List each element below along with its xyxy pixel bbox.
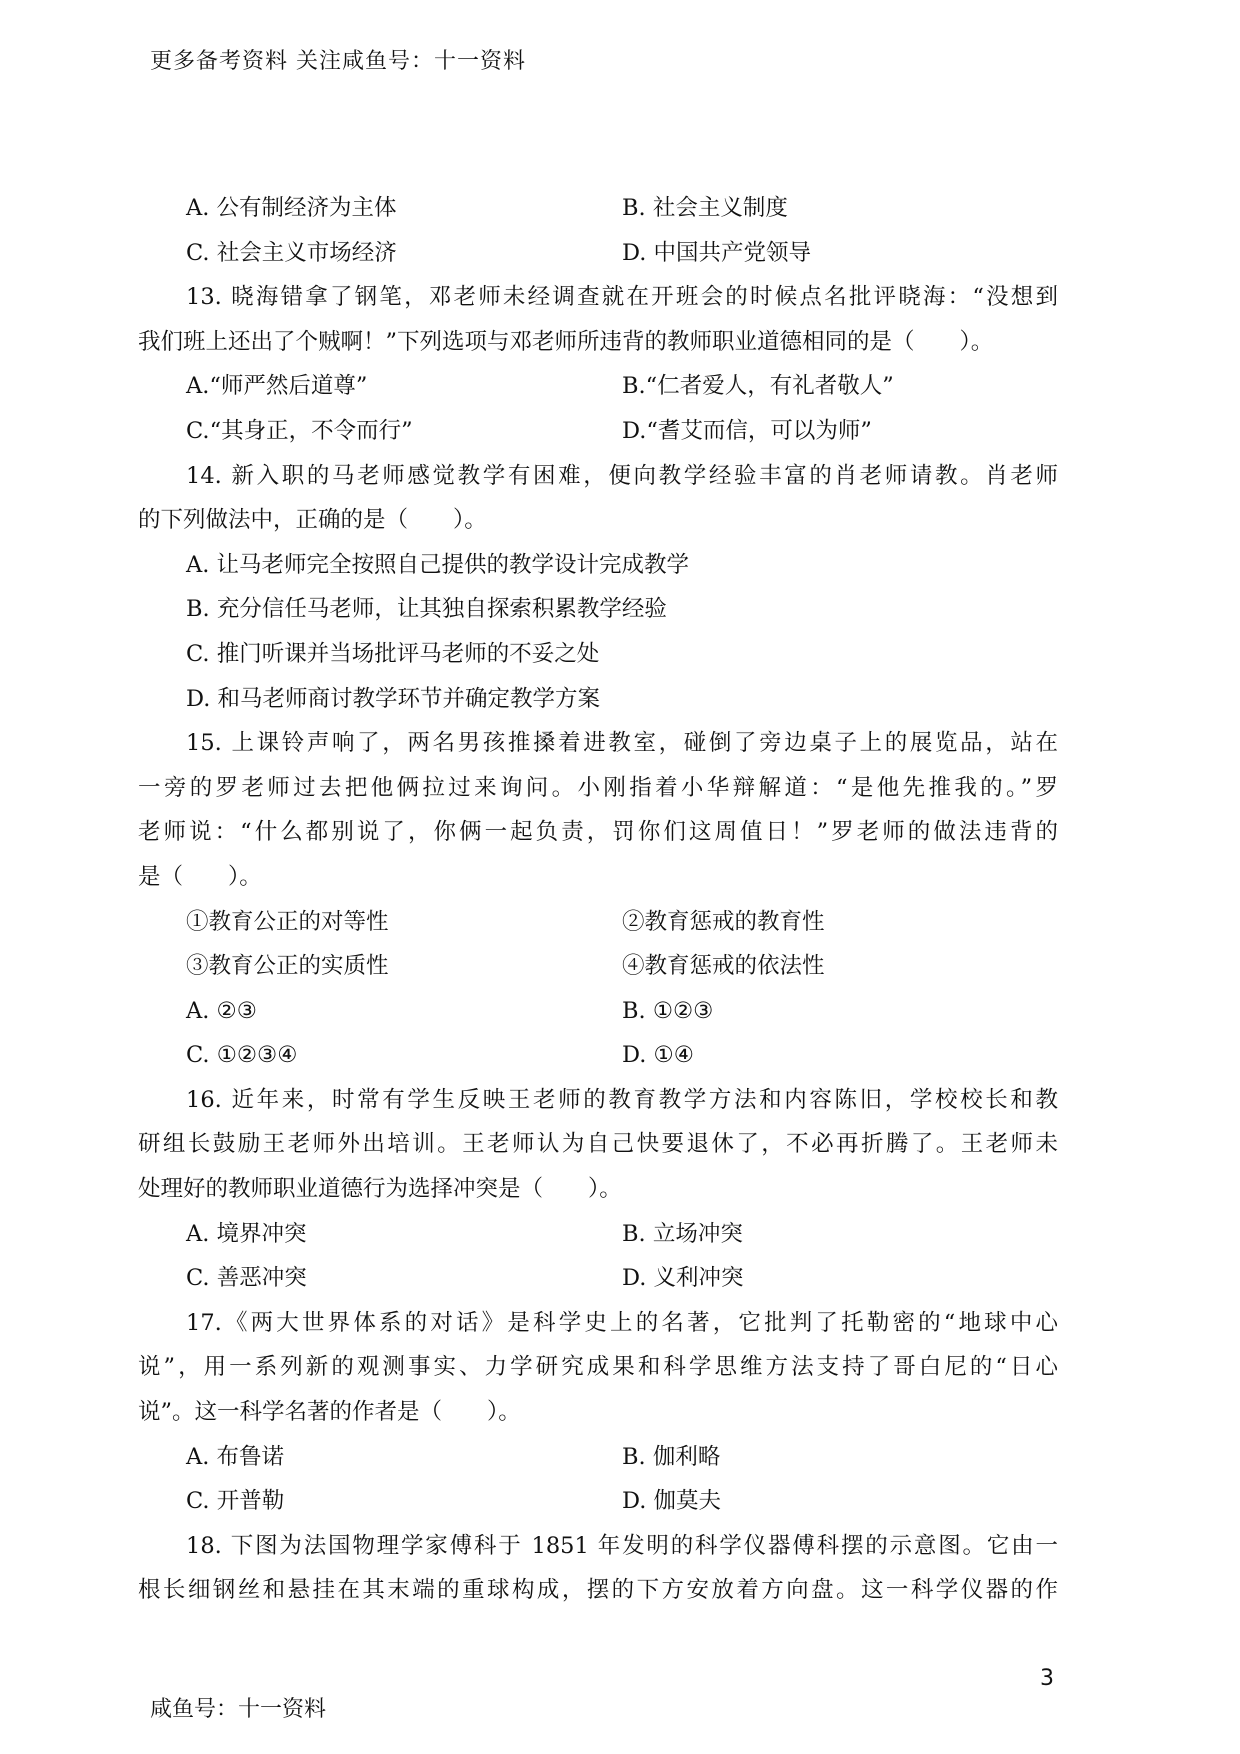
- options-row: [138, 1435, 1058, 1480]
- option-c: C. 开普勒: [186, 1488, 285, 1515]
- option-d: D. 中国共产党领导: [622, 239, 812, 266]
- option-c: C. 推门听课并当场批评马老师的不妥之处: [186, 640, 600, 667]
- option-a: A. ②③: [186, 997, 257, 1024]
- statements-row: [138, 944, 1058, 989]
- options-row: [138, 1256, 1058, 1301]
- option-d: D.“耆艾而信，可以为师”: [622, 417, 872, 444]
- option-c: C. 社会主义市场经济: [186, 239, 397, 266]
- option-b: B. 充分信任马老师，让其独自探索积累教学经验: [186, 596, 667, 623]
- options-row: [138, 186, 1058, 231]
- options-row: [138, 1479, 1058, 1524]
- question-stem-line: 研组长鼓励王老师外出培训。王老师认为自己快要退休了，不必再折腾了。王老师未: [138, 1131, 1058, 1158]
- statement-4: ④教育惩戒的依法性: [622, 953, 825, 980]
- question-17: [138, 1301, 1058, 1524]
- options-row: [138, 231, 1058, 276]
- option-b: B.“仁者爱人，有礼者敬人”: [622, 373, 894, 400]
- option-b: B. 社会主义制度: [622, 195, 788, 221]
- question-18: [138, 1524, 1058, 1613]
- statement-2: ②教育惩戒的教育性: [622, 908, 825, 935]
- option-a: A.“师严然后道尊”: [186, 373, 368, 400]
- option-c: C. 善恶冲突: [186, 1265, 307, 1292]
- option-c: C.“其身正，不令而行”: [186, 417, 413, 444]
- statement-3: ③教育公正的实质性: [186, 953, 389, 980]
- option-d: D. 和马老师商讨教学环节并确定教学方案: [186, 685, 601, 712]
- question-stem-line: 的下列做法中，正确的是（ ）。: [138, 507, 487, 534]
- question-stem-line: 说”。这一科学名著的作者是（ ）。: [138, 1399, 521, 1426]
- question-stem-line: 是（ ）。: [138, 863, 262, 890]
- options-row: [138, 364, 1058, 409]
- question-stem-line: 一旁的罗老师过去把他俩拉过来询问。小刚指着小华辩解道：“是他先推我的。”罗: [138, 774, 1058, 801]
- question-stem-line: 说”，用一系列新的观测事实、力学研究成果和科学思维方法支持了哥白尼的“日心: [138, 1354, 1058, 1381]
- question-15: [138, 721, 1058, 1078]
- question-16: [138, 1078, 1058, 1301]
- question-stem-line: 老师说：“什么都别说了，你俩一起负责，罚你们这周值日！”罗老师的做法违背的: [138, 819, 1058, 846]
- question-stem-line: 16. 近年来，时常有学生反映王老师的教育教学方法和内容陈旧，学校校长和教: [186, 1086, 1058, 1113]
- question-stem-line: 处理好的教师职业道德行为选择冲突是（ ）。: [138, 1176, 622, 1203]
- option-a: A. 让马老师完全按照自己提供的教学设计完成教学: [186, 551, 690, 578]
- option-b: B. 伽利略: [622, 1443, 721, 1470]
- statement-1: ①教育公正的对等性: [186, 908, 389, 935]
- option-a: A. 布鲁诺: [186, 1443, 285, 1470]
- exam-page-content: [138, 186, 1058, 1613]
- question-12: [138, 186, 1058, 275]
- question-stem-line: 17.《两大世界体系的对话》是科学史上的名著，它批判了托勒密的“地球中心: [186, 1309, 1058, 1336]
- question-stem-line: 13. 晓海错拿了钢笔，邓老师未经调查就在开班会的时候点名批评晓海：“没想到: [186, 284, 1058, 311]
- option-b: B. ①②③: [622, 997, 714, 1024]
- option-d: D. 义利冲突: [622, 1265, 744, 1292]
- question-stem-line: 根长细钢丝和悬挂在其末端的重球构成，摆的下方安放着方向盘。这一科学仪器的作: [138, 1577, 1058, 1604]
- option-a: A. 境界冲突: [186, 1220, 307, 1247]
- page-number: 3: [1040, 1666, 1054, 1691]
- question-stem-line: 14. 新入职的马老师感觉教学有困难，便向教学经验丰富的肖老师请教。肖老师: [186, 462, 1058, 489]
- options-row: [138, 1212, 1058, 1257]
- question-stem-line: 15. 上课铃声响了，两名男孩推搡着进教室，碰倒了旁边桌子上的展览品，站在: [186, 730, 1058, 757]
- question-stem-line: 我们班上还出了个贼啊！”下列选项与邓老师所违背的教师职业道德相同的是（ ）。: [138, 328, 994, 355]
- footer-promo-text: 咸鱼号：十一资料: [150, 1697, 327, 1722]
- options-row: [138, 1033, 1058, 1078]
- header-promo-text: 更多备考资料 关注咸鱼号：十一资料: [150, 49, 526, 74]
- statements-row: [138, 900, 1058, 945]
- option-d: D. 伽莫夫: [622, 1488, 722, 1515]
- options-row: [138, 989, 1058, 1034]
- option-c: C. ①②③④: [186, 1042, 298, 1069]
- question-14: [138, 454, 1058, 722]
- question-13: [138, 275, 1058, 453]
- option-d: D. ①④: [622, 1042, 694, 1069]
- option-b: B. 立场冲突: [622, 1220, 743, 1247]
- options-row: [138, 409, 1058, 454]
- option-a: A. 公有制经济为主体: [186, 195, 397, 221]
- question-stem-line: 18. 下图为法国物理学家傅科于 1851 年发明的科学仪器傅科摆的示意图。它由一: [186, 1532, 1058, 1559]
